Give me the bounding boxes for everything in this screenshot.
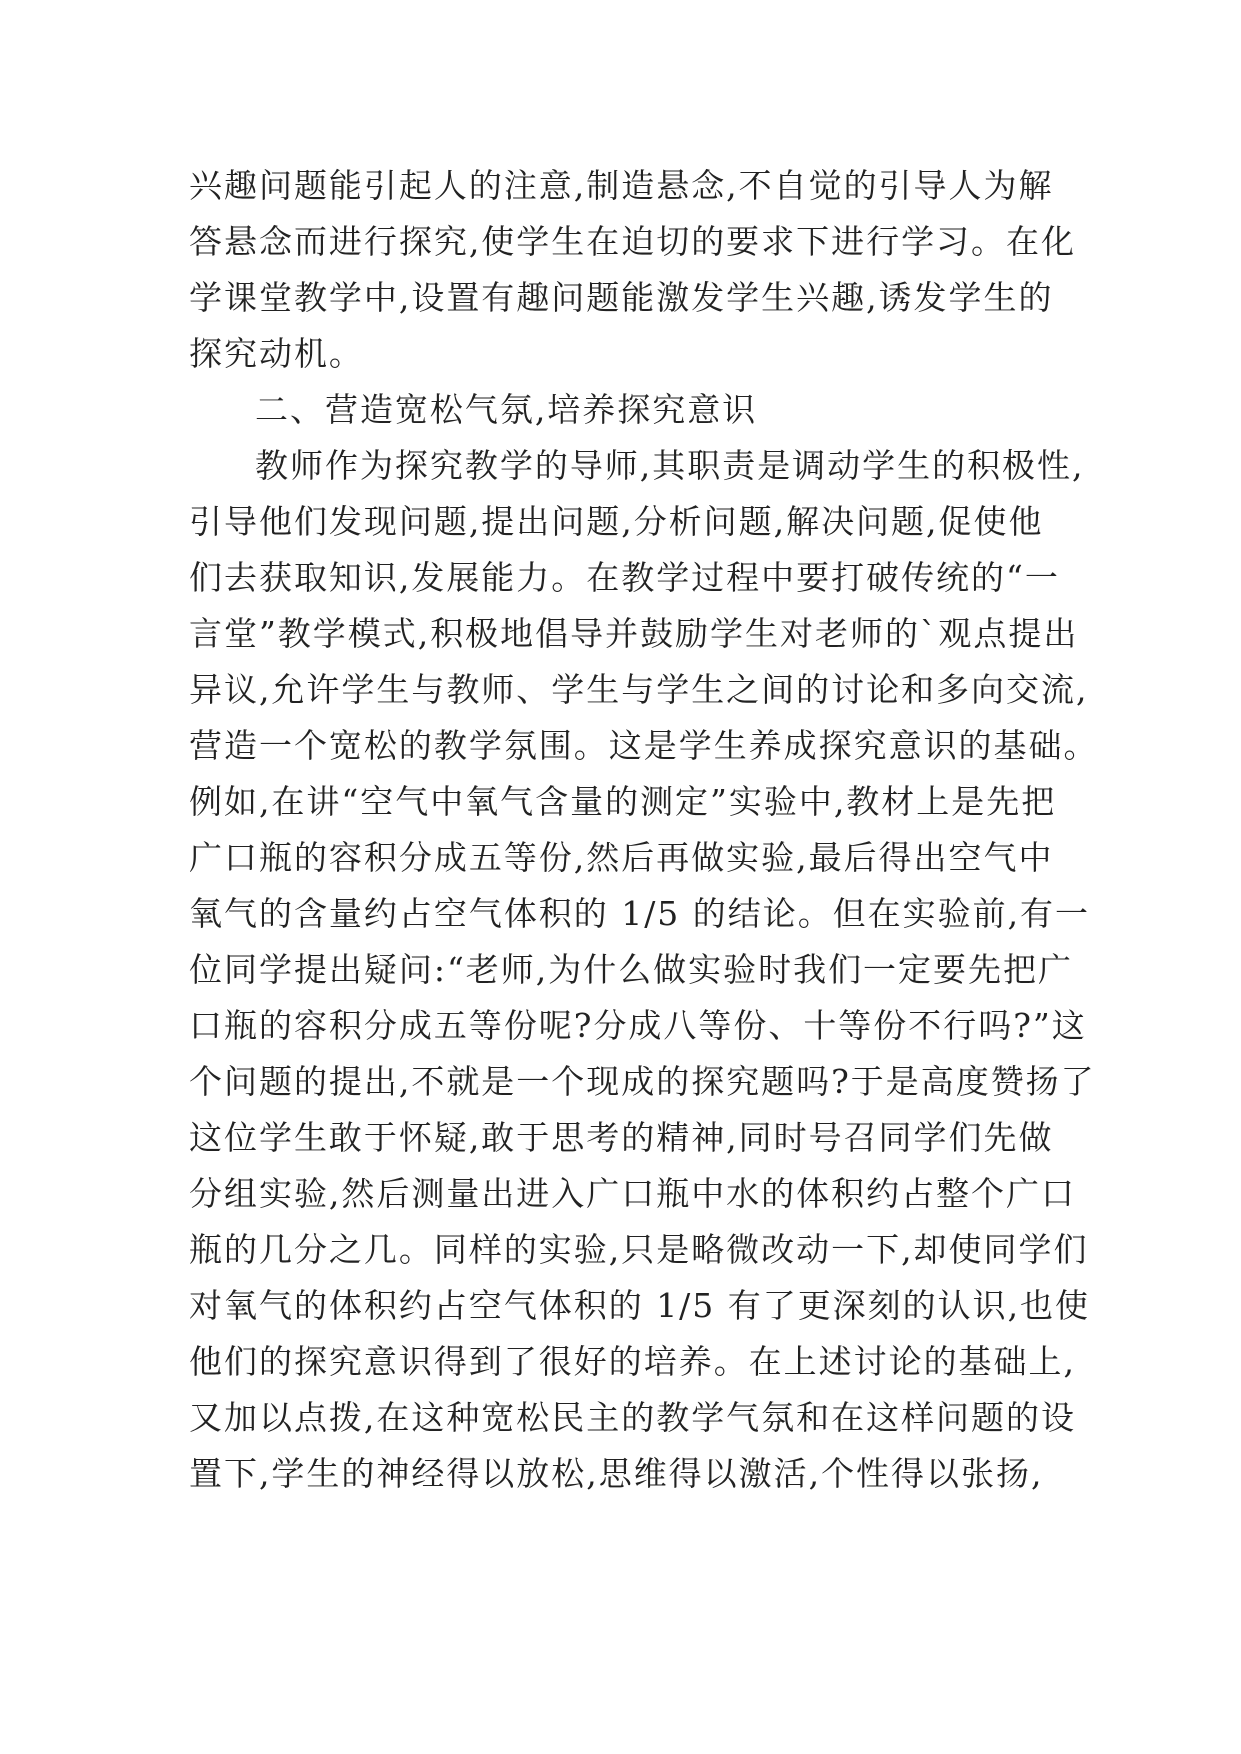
body-text <box>189 158 1099 1502</box>
text-line: 异议,允许学生与教师、学生与学生之间的讨论和多向交流, <box>189 670 1089 709</box>
text-line: 答悬念而进行探究,使学生在迫切的要求下进行学习。在化 <box>189 222 1076 261</box>
text-line: 口瓶的容积分成五等份呢?分成八等份、十等份不行吗?”这 <box>189 1006 1087 1045</box>
text-line: 这位学生敢于怀疑,敢于思考的精神,同时号召同学们先做 <box>189 1118 1054 1157</box>
text-line: 例如,在讲“空气中氧气含量的测定”实验中,教材上是先把 <box>189 782 1057 821</box>
text-line: 学课堂教学中,设置有趣问题能激发学生兴趣,诱发学生的 <box>189 278 1054 317</box>
text-line: 瓶的几分之几。同样的实验,只是略微改动一下,却使同学们 <box>189 1230 1089 1269</box>
text-line: 兴趣问题能引起人的注意,制造悬念,不自觉的引导人为解 <box>189 166 1054 205</box>
text-line: 营造一个宽松的教学氛围。这是学生养成探究意识的基础。 <box>189 726 1099 765</box>
text-line: 探究动机。 <box>189 334 364 373</box>
text-line: 分组实验,然后测量出进入广口瓶中水的体积约占整个广口 <box>189 1174 1076 1213</box>
text-line: 言堂”教学模式,积极地倡导并鼓励学生对老师的`观点提出 <box>189 614 1079 653</box>
text-line: 位同学提出疑问:“老师,为什么做实验时我们一定要先把广 <box>189 950 1073 989</box>
text-line: 对氧气的体积约占空气体积的 1/5 有了更深刻的认识,也使 <box>189 1286 1090 1325</box>
section-heading: 二、营造宽松气氛,培养探究意识 <box>255 390 758 429</box>
text-line: 们去获取知识,发展能力。在教学过程中要打破传统的“一 <box>189 558 1060 597</box>
text-line: 又加以点拨,在这种宽松民主的教学气氛和在这样问题的设 <box>189 1398 1076 1437</box>
text-line: 广口瓶的容积分成五等份,然后再做实验,最后得出空气中 <box>189 838 1054 877</box>
text-line: 他们的探究意识得到了很好的培养。在上述讨论的基础上, <box>189 1342 1076 1381</box>
text-line: 引导他们发现问题,提出问题,分析问题,解决问题,促使他 <box>189 502 1044 541</box>
text-line: 教师作为探究教学的导师,其职责是调动学生的积极性, <box>255 446 1085 485</box>
text-line: 氧气的含量约占空气体积的 1/5 的结论。但在实验前,有一 <box>189 894 1090 933</box>
text-line: 置下,学生的神经得以放松,思维得以激活,个性得以张扬, <box>189 1454 1044 1493</box>
text-line: 个问题的提出,不就是一个现成的探究题吗?于是高度赞扬了 <box>189 1062 1096 1101</box>
